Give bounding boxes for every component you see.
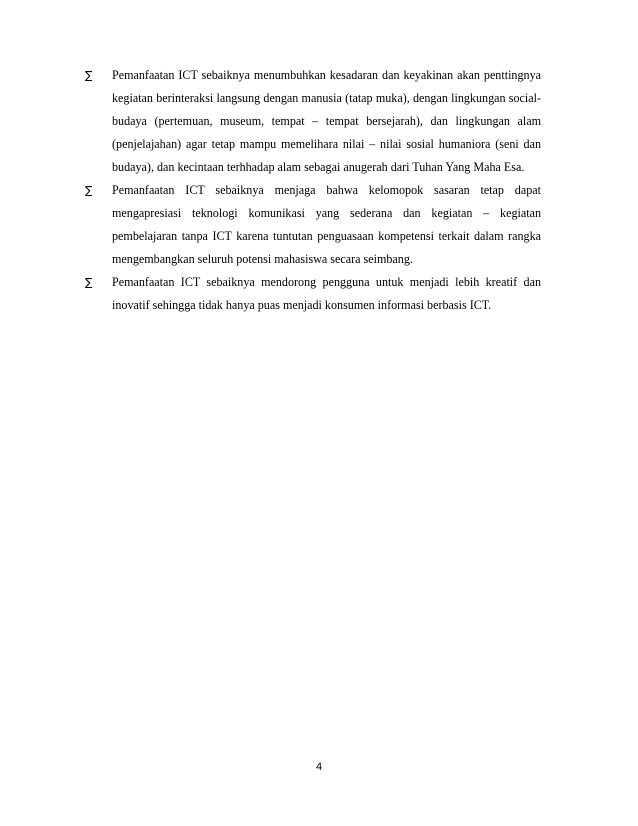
- bullet-text: Pemanfaatan ICT sebaiknya menumbuhkan kesadaran dan keyakinan akan penttingnya kegiatan berinteraksi langsung dengan manusia (tatap muka), dengan lingkungan social-budaya (pertemuan, museum, tempat – tempat bersejarah), dan lingkungan alam (penjelajahan) agar tetap mampu memelihara nilai – nilai sosial humaniora (seni dan budaya), dan kecintaan terhhadap alam sebagai anugerah dari Tuhan Yang Maha Esa.: [112, 68, 541, 174]
- page-number: 4: [315, 761, 323, 773]
- list-item: [85, 179, 541, 271]
- list-item: [85, 271, 541, 317]
- bullet-symbol: ∑: [85, 69, 93, 82]
- bullet-list: [85, 64, 541, 317]
- bullet-text: Pemanfaatan ICT sebaiknya mendorong pengguna untuk menjadi lebih kreatif dan inovatif sehingga tidak hanya puas menjadi konsumen informasi berbasis ICT.: [112, 275, 541, 312]
- bullet-symbol: ∑: [85, 276, 93, 289]
- list-item: [85, 64, 541, 179]
- bullet-text: Pemanfaatan ICT sebaiknya menjaga bahwa kelomopok sasaran tetap dapat mengapresiasi teknologi komunikasi yang sederana dan kegiatan – kegiatan pembelajaran tanpa ICT karena tuntutan penguasaan kompetensi terkait dalam rangka mengembangkan seluruh potensi mahasiswa secara seimbang.: [112, 183, 541, 266]
- bullet-symbol: ∑: [85, 184, 93, 197]
